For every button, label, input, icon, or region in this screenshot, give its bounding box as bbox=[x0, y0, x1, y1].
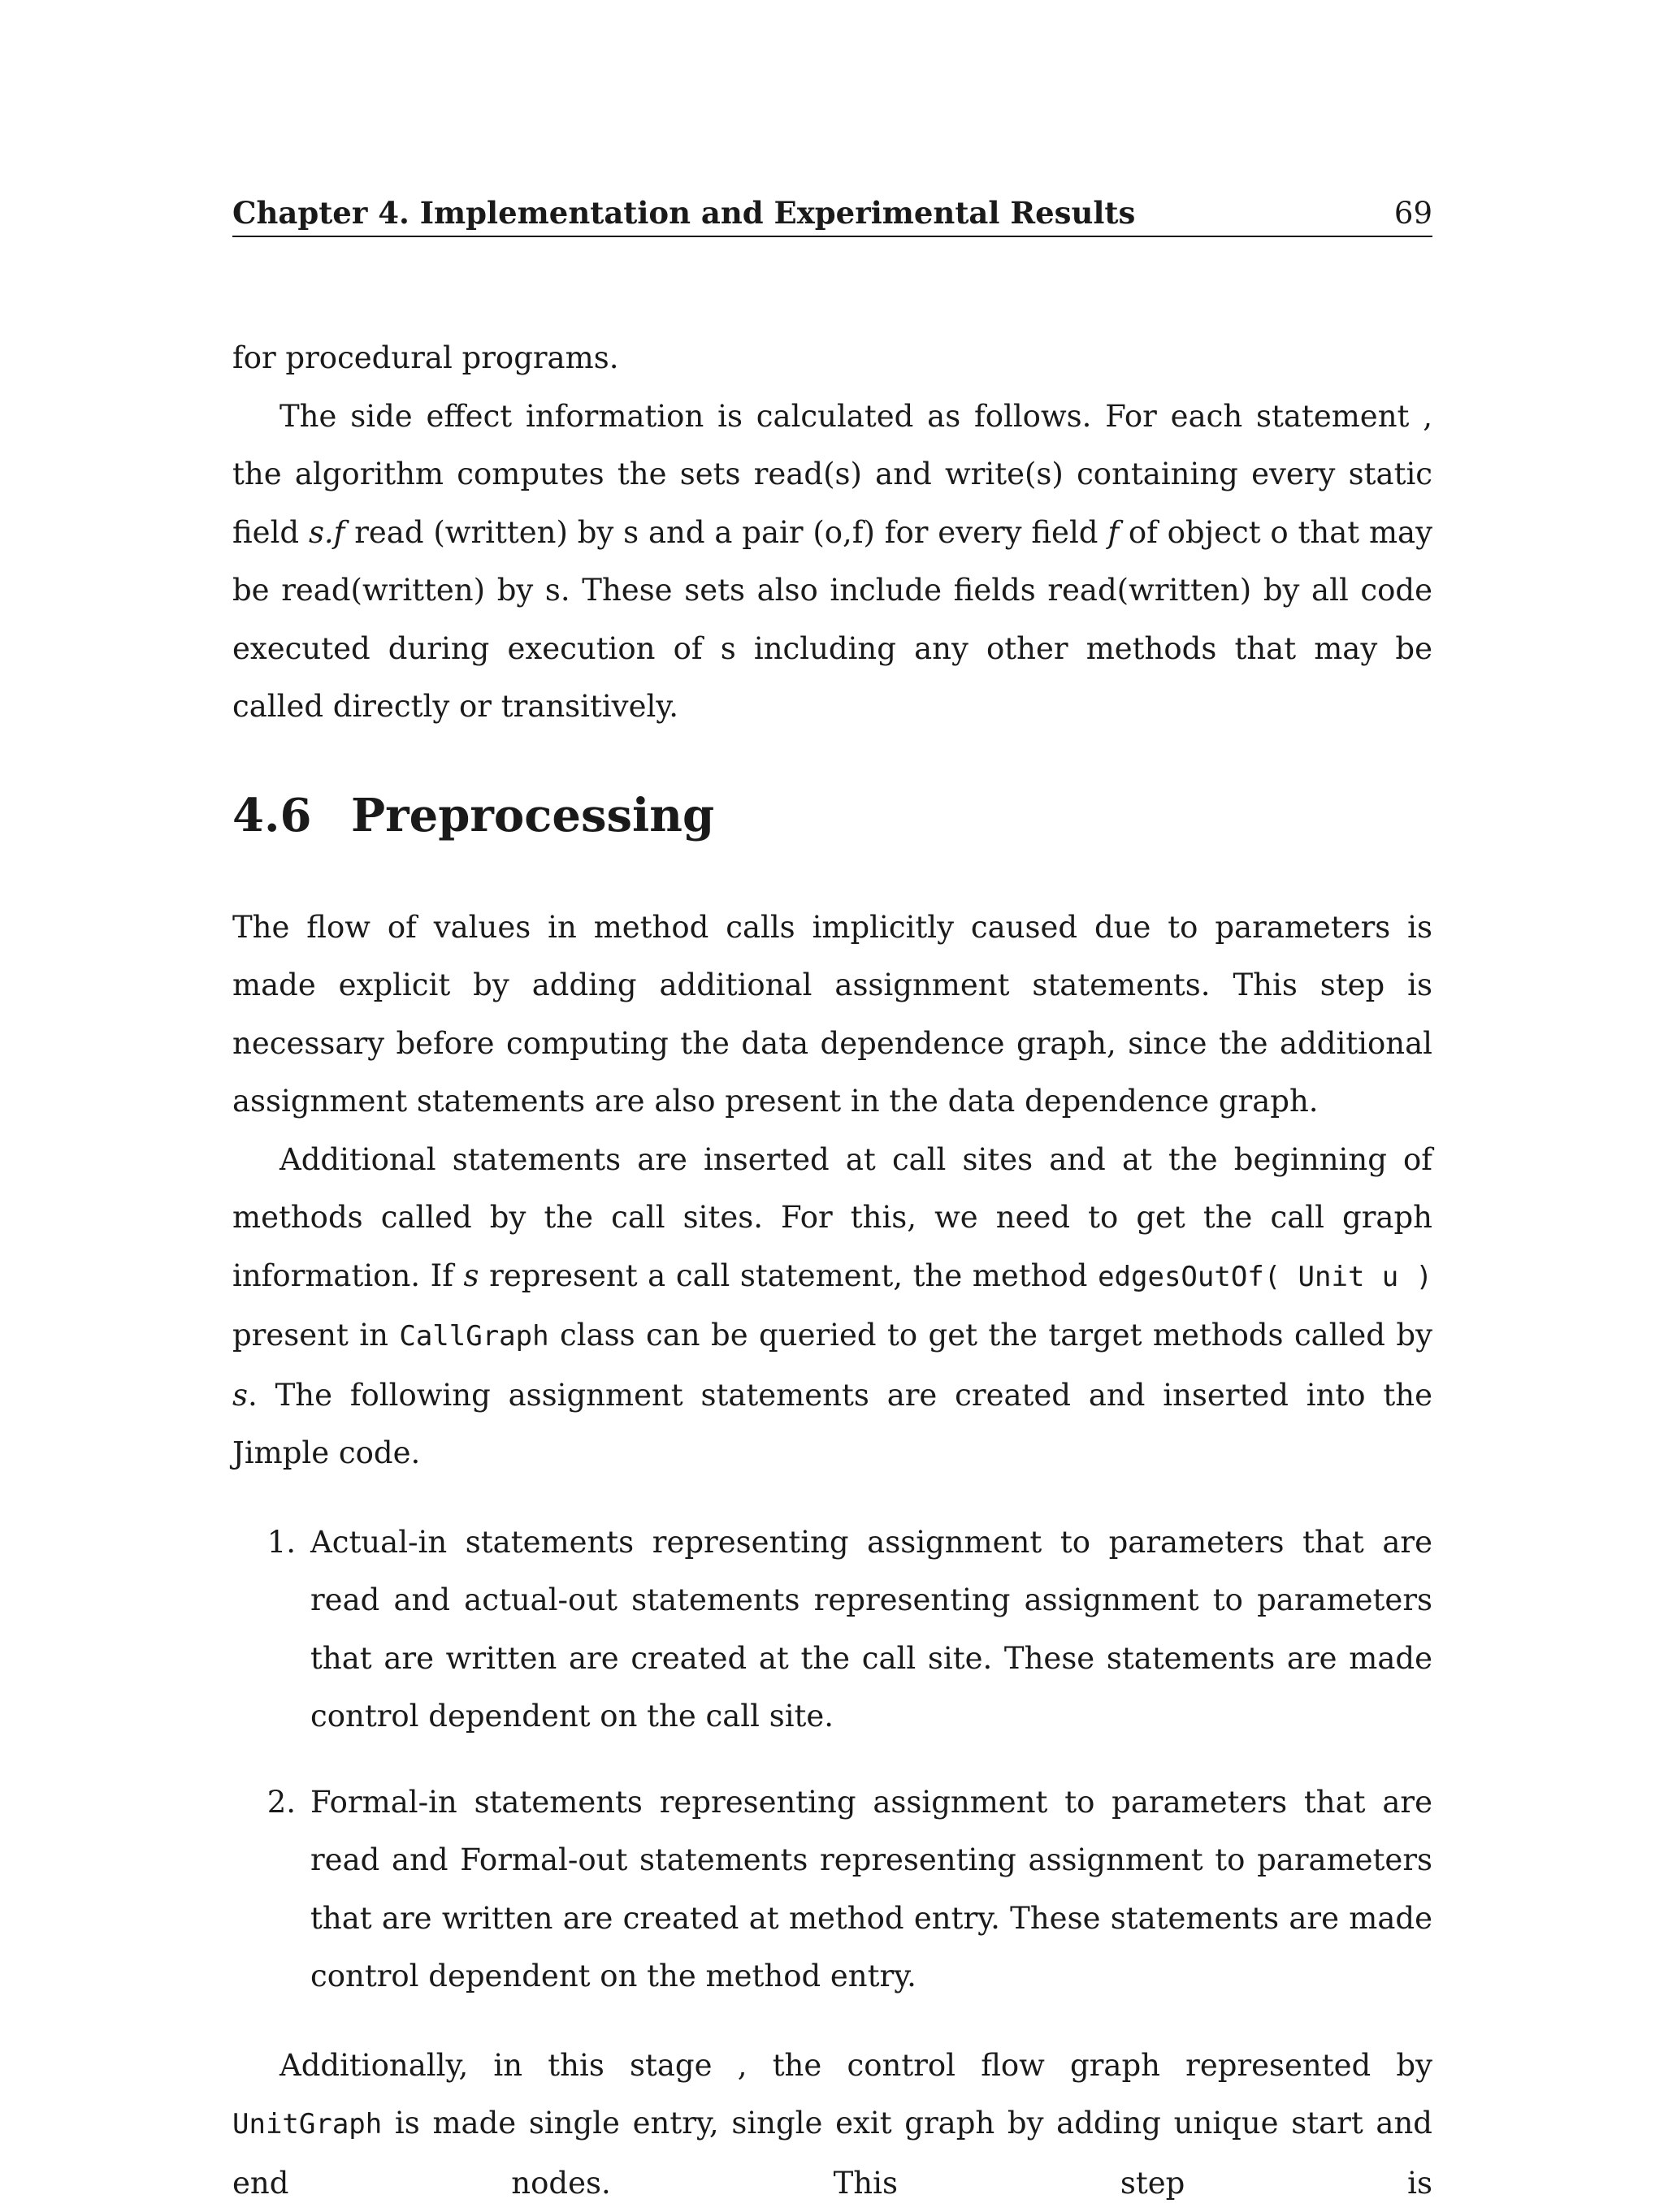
math-sf: s.f bbox=[309, 515, 344, 550]
text-run: The side effect information is calculated as follows. For each statement , the algorithm computes the sets read(s) and write(s) containing every static field bbox=[232, 399, 1432, 550]
text-run: is made single entry, single exit graph by adding unique start and end nodes. This step is bbox=[232, 2106, 1432, 2201]
body-text bbox=[232, 329, 1432, 2212]
text-run: Additional statements are inserted at call sites and at the beginning of methods called by the call sites. For this, we need to get the call graph information. If bbox=[232, 1142, 1432, 1293]
math-f: f bbox=[1107, 515, 1119, 550]
paragraph-flow: The flow of values in method calls implicitly caused due to parameters is made explicit by adding additional assignment statements. This step is necessary before computing the data dependence graph, since the additional assignment statements are also present in the data dependence graph. bbox=[232, 898, 1432, 1131]
math-s: s bbox=[232, 1378, 248, 1413]
text-run: class can be queried to get the target methods called by bbox=[549, 1318, 1432, 1353]
list-text: Formal-in statements representing assignment to parameters that are read and Formal-out statements representing assignment to parameters that are written are created at method entry. These statements are made control dependent on the method entry. bbox=[310, 1773, 1432, 2006]
text-run: . The following assignment statements are created and inserted into the Jimple code. bbox=[232, 1378, 1432, 1471]
section-heading bbox=[232, 793, 1432, 838]
running-header bbox=[232, 193, 1432, 237]
list-item bbox=[232, 1513, 1432, 1746]
paragraph-final bbox=[232, 2037, 1432, 2212]
math-s: s bbox=[464, 1258, 479, 1293]
text-run: Additionally, in this stage , the control flow graph represented by bbox=[280, 2048, 1432, 2083]
page-number: 69 bbox=[1394, 196, 1432, 231]
code-edgesoutof: edgesOutOf( Unit u ) bbox=[1098, 1261, 1432, 1293]
code-unitgraph: UnitGraph bbox=[232, 2108, 382, 2141]
list-text: Actual-in statements representing assignment to parameters that are read and actual-out statements representing assignment to parameters that are written are created at the call site. These statements are made control dependent on the call site. bbox=[310, 1513, 1432, 1746]
text-run: read (written) by s and a pair (o,f) for every field bbox=[344, 515, 1107, 550]
list-number: 1. bbox=[232, 1513, 310, 1746]
text-run: of object o that may be read(written) by s. These sets also include fields read(written) by all code executed during execution of s including any other methods that may be called directly or transitively. bbox=[232, 515, 1432, 725]
paragraph-continued: for procedural programs. bbox=[232, 329, 1432, 387]
code-callgraph: CallGraph bbox=[399, 1320, 548, 1353]
list-item bbox=[232, 1773, 1432, 2006]
enumerated-list bbox=[232, 1513, 1432, 2006]
section-title: Preprocessing bbox=[351, 793, 714, 838]
text-run: present in bbox=[232, 1318, 399, 1353]
paragraph-side-effect bbox=[232, 387, 1432, 736]
section-number: 4.6 bbox=[232, 793, 351, 838]
chapter-title: Chapter 4. Implementation and Experimental Results bbox=[232, 195, 1135, 231]
list-number: 2. bbox=[232, 1773, 310, 2006]
text-run: represent a call statement, the method bbox=[479, 1258, 1098, 1293]
paragraph-additional bbox=[232, 1131, 1432, 1483]
